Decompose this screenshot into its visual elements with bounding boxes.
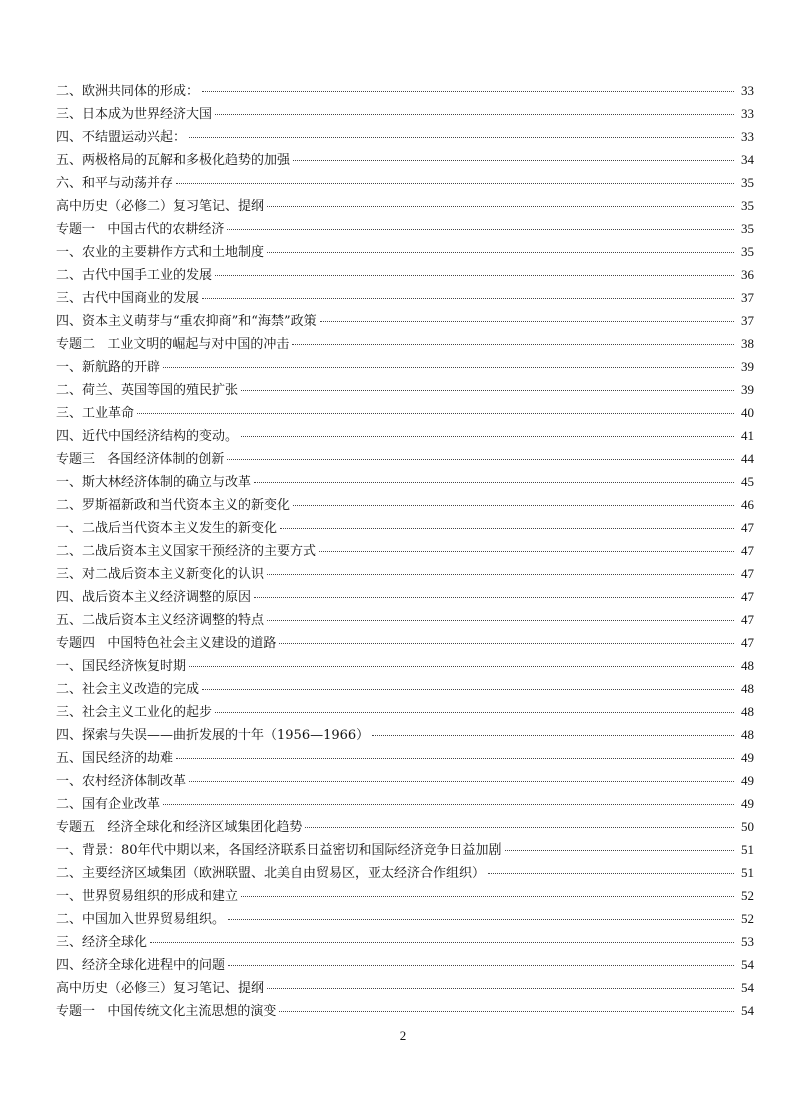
toc-entry[interactable]: [56, 539, 754, 562]
toc-entry-title: 二、罗斯福新政和当代资本主义的新变化: [56, 498, 291, 513]
toc-entry-page: 45: [741, 474, 754, 489]
dot-leader: [215, 275, 734, 276]
toc-entry[interactable]: [56, 148, 754, 171]
dot-leader: [319, 551, 734, 552]
toc-entry-title: 二、主要经济区域集团（欧洲联盟、北美自由贸易区，亚太经济合作组织）: [56, 866, 486, 881]
toc-entry-title: 专题三 各国经济体制的创新: [56, 452, 225, 467]
dot-leader: [293, 505, 734, 506]
toc-entry[interactable]: [56, 953, 754, 976]
toc-entry-page: 34: [741, 152, 754, 167]
toc-entry-page: 48: [741, 658, 754, 673]
toc-entry-page: 49: [741, 750, 754, 765]
dot-leader: [279, 1011, 734, 1012]
dot-leader: [227, 459, 734, 460]
dot-leader: [163, 367, 734, 368]
toc-entry-title: 三、社会主义工业化的起步: [56, 705, 213, 720]
toc-entry-page: 51: [741, 842, 754, 857]
dot-leader: [254, 482, 734, 483]
toc-entry[interactable]: [56, 125, 754, 148]
dot-leader: [488, 873, 734, 874]
toc-entry-title: 一、农村经济体制改革: [56, 774, 187, 789]
toc-entry-title: 专题二 工业文明的崛起与对中国的冲击: [56, 337, 290, 352]
dot-leader: [267, 252, 734, 253]
toc-entry-page: 35: [741, 221, 754, 236]
toc-entry-page: 47: [741, 543, 754, 558]
dot-leader: [293, 160, 734, 161]
toc-entry-title: 高中历史（必修三）复习笔记、提纲: [56, 981, 265, 996]
toc-entry-title: 五、二战后资本主义经济调整的特点: [56, 613, 265, 628]
toc-entry[interactable]: [56, 769, 754, 792]
toc-entry-page: 39: [741, 359, 754, 374]
dot-leader: [279, 643, 734, 644]
toc-entry[interactable]: [56, 677, 754, 700]
toc-entry-page: 52: [741, 888, 754, 903]
toc-entry-page: 50: [741, 819, 754, 834]
toc-entry[interactable]: [56, 79, 754, 102]
toc-entry-title: 一、新航路的开辟: [56, 360, 161, 375]
dot-leader: [202, 298, 734, 299]
toc-entry[interactable]: [56, 585, 754, 608]
dot-leader: [189, 781, 734, 782]
toc-entry-title: 二、荷兰、英国等国的殖民扩张: [56, 383, 239, 398]
toc-entry-page: 54: [741, 980, 754, 995]
toc-entry-title: 一、国民经济恢复时期: [56, 659, 187, 674]
toc-entry-title: 四、近代中国经济结构的变动。: [56, 429, 239, 444]
toc-entry[interactable]: [56, 309, 754, 332]
toc-entry-page: 46: [741, 497, 754, 512]
toc-entry[interactable]: [56, 447, 754, 470]
toc-entry[interactable]: [56, 792, 754, 815]
toc-entry[interactable]: [56, 815, 754, 838]
dot-leader: [305, 827, 734, 828]
toc-entry[interactable]: [56, 838, 754, 861]
toc-entry[interactable]: [56, 102, 754, 125]
toc-entry[interactable]: [56, 723, 754, 746]
toc-entry-title: 三、经济全球化: [56, 935, 148, 950]
toc-entry[interactable]: [56, 631, 754, 654]
toc-entry-title: 专题四 中国特色社会主义建设的道路: [56, 636, 277, 651]
toc-entry-title: 专题五 经济全球化和经济区域集团化趋势: [56, 820, 303, 835]
toc-entry-page: 48: [741, 704, 754, 719]
toc-entry-page: 47: [741, 635, 754, 650]
toc-entry-page: 37: [741, 290, 754, 305]
toc-entry-title: 五、两极格局的瓦解和多极化趋势的加强: [56, 153, 291, 168]
dot-leader: [163, 804, 734, 805]
toc-entry[interactable]: [56, 930, 754, 953]
dot-leader: [176, 758, 734, 759]
toc-entry-page: 33: [741, 129, 754, 144]
dot-leader: [267, 206, 734, 207]
toc-entry[interactable]: [56, 608, 754, 631]
toc-entry[interactable]: [56, 470, 754, 493]
toc-entry-title: 五、国民经济的劫难: [56, 751, 174, 766]
toc-entry-page: 48: [741, 727, 754, 742]
toc-entry[interactable]: [56, 240, 754, 263]
dot-leader: [176, 183, 734, 184]
dot-leader: [267, 988, 734, 989]
toc-entry-page: 36: [741, 267, 754, 282]
dot-leader: [505, 850, 734, 851]
toc-entry[interactable]: [56, 562, 754, 585]
toc-entry-title: 二、欧洲共同体的形成：: [56, 84, 200, 99]
toc-entry-title: 二、中国加入世界贸易组织。: [56, 912, 226, 927]
toc-entry-page: 33: [741, 83, 754, 98]
toc-entry-page: 35: [741, 175, 754, 190]
dot-leader: [150, 942, 734, 943]
dot-leader: [241, 896, 734, 897]
toc-entry[interactable]: [56, 171, 754, 194]
toc-entry-page: 35: [741, 198, 754, 213]
toc-entry[interactable]: [56, 355, 754, 378]
toc-entry-page: 47: [741, 589, 754, 604]
dot-leader: [292, 344, 734, 345]
dot-leader: [202, 91, 734, 92]
toc-entry-page: 47: [741, 520, 754, 535]
toc-entry-page: 49: [741, 796, 754, 811]
toc-entry-page: 48: [741, 681, 754, 696]
toc-entry[interactable]: [56, 516, 754, 539]
toc-entry[interactable]: [56, 194, 754, 217]
dot-leader: [227, 229, 734, 230]
page-number: 2: [399, 1028, 407, 1043]
toc-entry-title: 一、农业的主要耕作方式和土地制度: [56, 245, 265, 260]
toc-entry-title: 二、二战后资本主义国家干预经济的主要方式: [56, 544, 317, 559]
toc-entry-page: 44: [741, 451, 754, 466]
toc-entry-page: 51: [741, 865, 754, 880]
dot-leader: [228, 919, 734, 920]
toc-entry-page: 35: [741, 244, 754, 259]
toc-entry-title: 二、社会主义改造的完成: [56, 682, 200, 697]
dot-leader: [267, 620, 734, 621]
toc-entry-title: 一、二战后当代资本主义发生的新变化: [56, 521, 278, 536]
dot-leader: [241, 436, 734, 437]
dot-leader: [280, 528, 734, 529]
toc-entry-page: 39: [741, 382, 754, 397]
toc-entry[interactable]: [56, 493, 754, 516]
toc-entry[interactable]: [56, 907, 754, 930]
toc-entry-page: 54: [741, 1003, 754, 1018]
toc-entry[interactable]: [56, 401, 754, 424]
toc-entry-title: 专题一 中国传统文化主流思想的演变: [56, 1004, 277, 1019]
dot-leader: [254, 597, 734, 598]
toc-entry-page: 40: [741, 405, 754, 420]
dot-leader: [241, 390, 734, 391]
toc-entry-title: 一、背景：80年代中期以来，各国经济联系日益密切和国际经济竞争日益加剧: [56, 843, 502, 858]
toc-entry[interactable]: [56, 999, 754, 1022]
toc-entry-title: 专题一 中国古代的农耕经济: [56, 222, 225, 237]
toc-entry-page: 38: [741, 336, 754, 351]
toc-entry-page: 47: [741, 566, 754, 581]
toc-entry-title: 四、经济全球化进程中的问题: [56, 958, 226, 973]
toc-entry-page: 37: [741, 313, 754, 328]
toc-entry-title: 高中历史（必修二）复习笔记、提纲: [56, 199, 265, 214]
toc-entry-page: 52: [741, 911, 754, 926]
toc-entry-title: 三、日本成为世界经济大国: [56, 107, 213, 122]
toc-entry-title: 三、古代中国商业的发展: [56, 291, 200, 306]
toc-entry-title: 四、战后资本主义经济调整的原因: [56, 590, 252, 605]
toc-entry-title: 三、对二战后资本主义新变化的认识: [56, 567, 265, 582]
toc-entry-page: 54: [741, 957, 754, 972]
toc-entry[interactable]: [56, 884, 754, 907]
toc-entry-title: 六、和平与动荡并存: [56, 176, 174, 191]
toc-entry-title: 四、不结盟运动兴起：: [56, 130, 187, 145]
toc-entry[interactable]: [56, 861, 754, 884]
toc-entry[interactable]: [56, 424, 754, 447]
toc-entry[interactable]: [56, 286, 754, 309]
toc-entry-page: 33: [741, 106, 754, 121]
toc-entry[interactable]: [56, 700, 754, 723]
dot-leader: [215, 712, 734, 713]
toc-entry[interactable]: [56, 332, 754, 355]
toc-entry-page: 53: [741, 934, 754, 949]
toc-entry[interactable]: [56, 746, 754, 769]
toc-entry[interactable]: [56, 654, 754, 677]
table-of-contents: [56, 79, 754, 1022]
dot-leader: [228, 965, 734, 966]
toc-entry-title: 四、资本主义萌芽与“重农抑商”和“海禁”政策: [56, 314, 317, 329]
toc-entry-title: 一、斯大林经济体制的确立与改革: [56, 475, 252, 490]
dot-leader: [202, 689, 734, 690]
dot-leader: [320, 321, 734, 322]
dot-leader: [189, 666, 734, 667]
toc-entry-page: 47: [741, 612, 754, 627]
dot-leader: [215, 114, 734, 115]
toc-entry[interactable]: [56, 976, 754, 999]
toc-entry-page: 41: [741, 428, 754, 443]
toc-entry[interactable]: [56, 263, 754, 286]
toc-entry[interactable]: [56, 378, 754, 401]
toc-entry-page: 49: [741, 773, 754, 788]
dot-leader: [267, 574, 734, 575]
toc-entry[interactable]: [56, 217, 754, 240]
toc-entry-title: 四、探索与失误——曲折发展的十年（1956—1966）: [56, 728, 370, 743]
dot-leader: [189, 137, 734, 138]
toc-entry-title: 一、世界贸易组织的形成和建立: [56, 889, 239, 904]
dot-leader: [372, 735, 734, 736]
toc-entry-title: 二、国有企业改革: [56, 797, 161, 812]
toc-entry-title: 三、工业革命: [56, 406, 135, 421]
dot-leader: [137, 413, 734, 414]
toc-entry-title: 二、古代中国手工业的发展: [56, 268, 213, 283]
